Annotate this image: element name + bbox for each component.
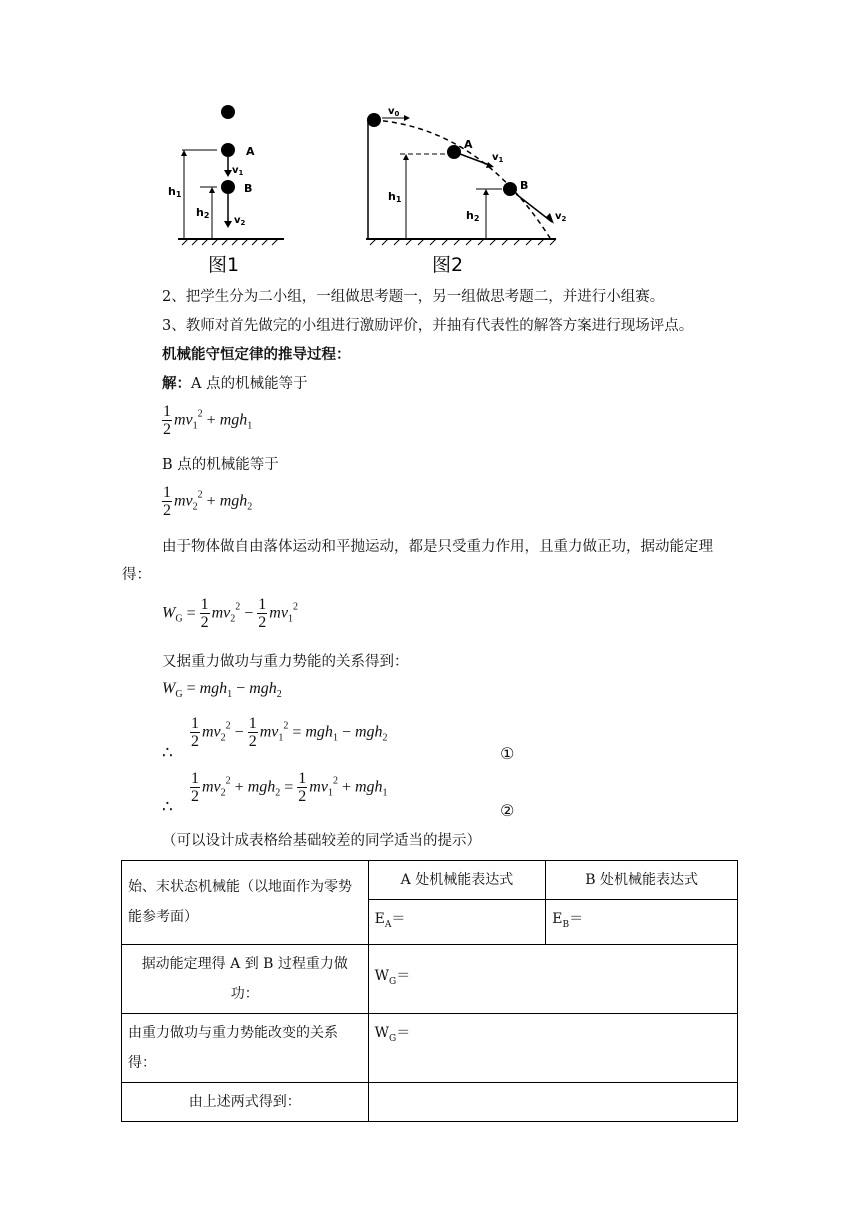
- label-a: A: [464, 138, 473, 151]
- point-a-line: [162, 374, 308, 394]
- wg-potential-cell[interactable]: $W_G=$: [368, 1013, 737, 1082]
- ball-top: [221, 105, 235, 119]
- formula-eb: $\frac{1}{2}$ $mv_2^2 + mgh_2$: [163, 484, 253, 519]
- result-cell[interactable]: [368, 1082, 737, 1121]
- formula-eq-1: $\frac{1}{2}$ $mv_2^2$ − $\frac{1}{2}$ $mv_1^2 = mgh_1 - mgh_2$: [191, 715, 388, 750]
- wg-kinetic-cell[interactable]: $W_G=$: [368, 944, 737, 1013]
- row-4-label: 由上述两式得到：: [122, 1082, 369, 1121]
- row-3-label: 由重力做功与重力势能改变的关系得：: [122, 1013, 369, 1082]
- figure-1: [160, 98, 300, 278]
- svg-text:h1: h1: [168, 185, 182, 199]
- point-a-text: A 点的机械能等于: [191, 376, 308, 392]
- svg-text:v1: $v_1$: [492, 152, 504, 164]
- svg-text:v1: $v_1$: [232, 165, 244, 177]
- hint-text: （可以设计成表格给基础较差的同学适当的提示）: [162, 833, 481, 849]
- ball-b: [221, 180, 235, 194]
- derivation-heading: 机械能守恒定律的推导过程：: [162, 346, 351, 363]
- label-a: A: [246, 145, 255, 158]
- ball-a: [221, 143, 235, 157]
- svg-text:v2: $v_2$: [234, 215, 246, 227]
- col-a-header: A 处机械能表达式: [368, 861, 546, 900]
- figure-2: [360, 98, 590, 278]
- figure-2-caption: 图2: [432, 254, 464, 276]
- formula-wg-kinetic: $W_G$ = $\frac{1}{2}$ $mv_2^2$ − $\frac{1}{2}$ $mv_1^2$: [162, 596, 298, 631]
- ball-b: [503, 182, 517, 196]
- step-3-text: 3、教师对首先做完的小组进行激励评价，并抽有代表性的解答方案进行现场评点。: [162, 318, 694, 334]
- svg-text:v2: $v_2$: [555, 211, 567, 223]
- step-2-text: 2、把学生分为二小组，一组做思考题一，另一组做思考题二，并进行小组赛。: [162, 289, 665, 305]
- label-b: B: [520, 179, 529, 192]
- formula-eq-2: $\frac{1}{2}$ $mv_2^2 + mgh_2$ = $\frac{1}{2}$ $mv_1^2 + mgh_1$: [191, 770, 388, 805]
- ball-a: [447, 145, 461, 159]
- formula-wg-potential: $W_G = mgh_1 - mgh_2$: [162, 680, 282, 700]
- solve-label: 解：: [162, 375, 191, 392]
- reason-2: 又据重力做功与重力势能的关系得到：: [162, 654, 409, 670]
- point-b-text: B 点的机械能等于: [162, 457, 279, 473]
- row-1-label: 始、末状态机械能（以地面作为零势能参考面）: [122, 861, 369, 945]
- ea-cell[interactable]: $E_A=$: [368, 900, 546, 945]
- derivation-table: [121, 860, 738, 1122]
- svg-text:h1: h1: [388, 190, 402, 204]
- col-b-header: B 处机械能表达式: [546, 861, 738, 900]
- therefore-1: ∴: [162, 743, 173, 763]
- equation-mark-2: ②: [500, 801, 515, 820]
- svg-text:h2: h2: [466, 209, 480, 223]
- label-b: B: [244, 182, 253, 195]
- svg-text:h2: h2: [196, 206, 210, 220]
- row-2-label: 据动能定理得 A 到 B 过程重力做功：: [122, 944, 369, 1013]
- reason-1-line-1: 由于物体做自由落体运动和平抛运动，都是只受重力作用，且重力做正功，据动能定理: [162, 539, 713, 555]
- formula-ea: $\frac{1}{2}$ $mv_1^2 + mgh_1$: [163, 403, 253, 438]
- therefore-2: ∴: [162, 797, 173, 817]
- figure-1-caption: 图1: [208, 254, 240, 276]
- svg-text:v0: $v_0$: [388, 106, 400, 118]
- equation-mark-1: ①: [500, 744, 515, 763]
- reason-1-line-2: 得：: [122, 567, 151, 583]
- eb-cell[interactable]: $E_B=$: [546, 900, 738, 945]
